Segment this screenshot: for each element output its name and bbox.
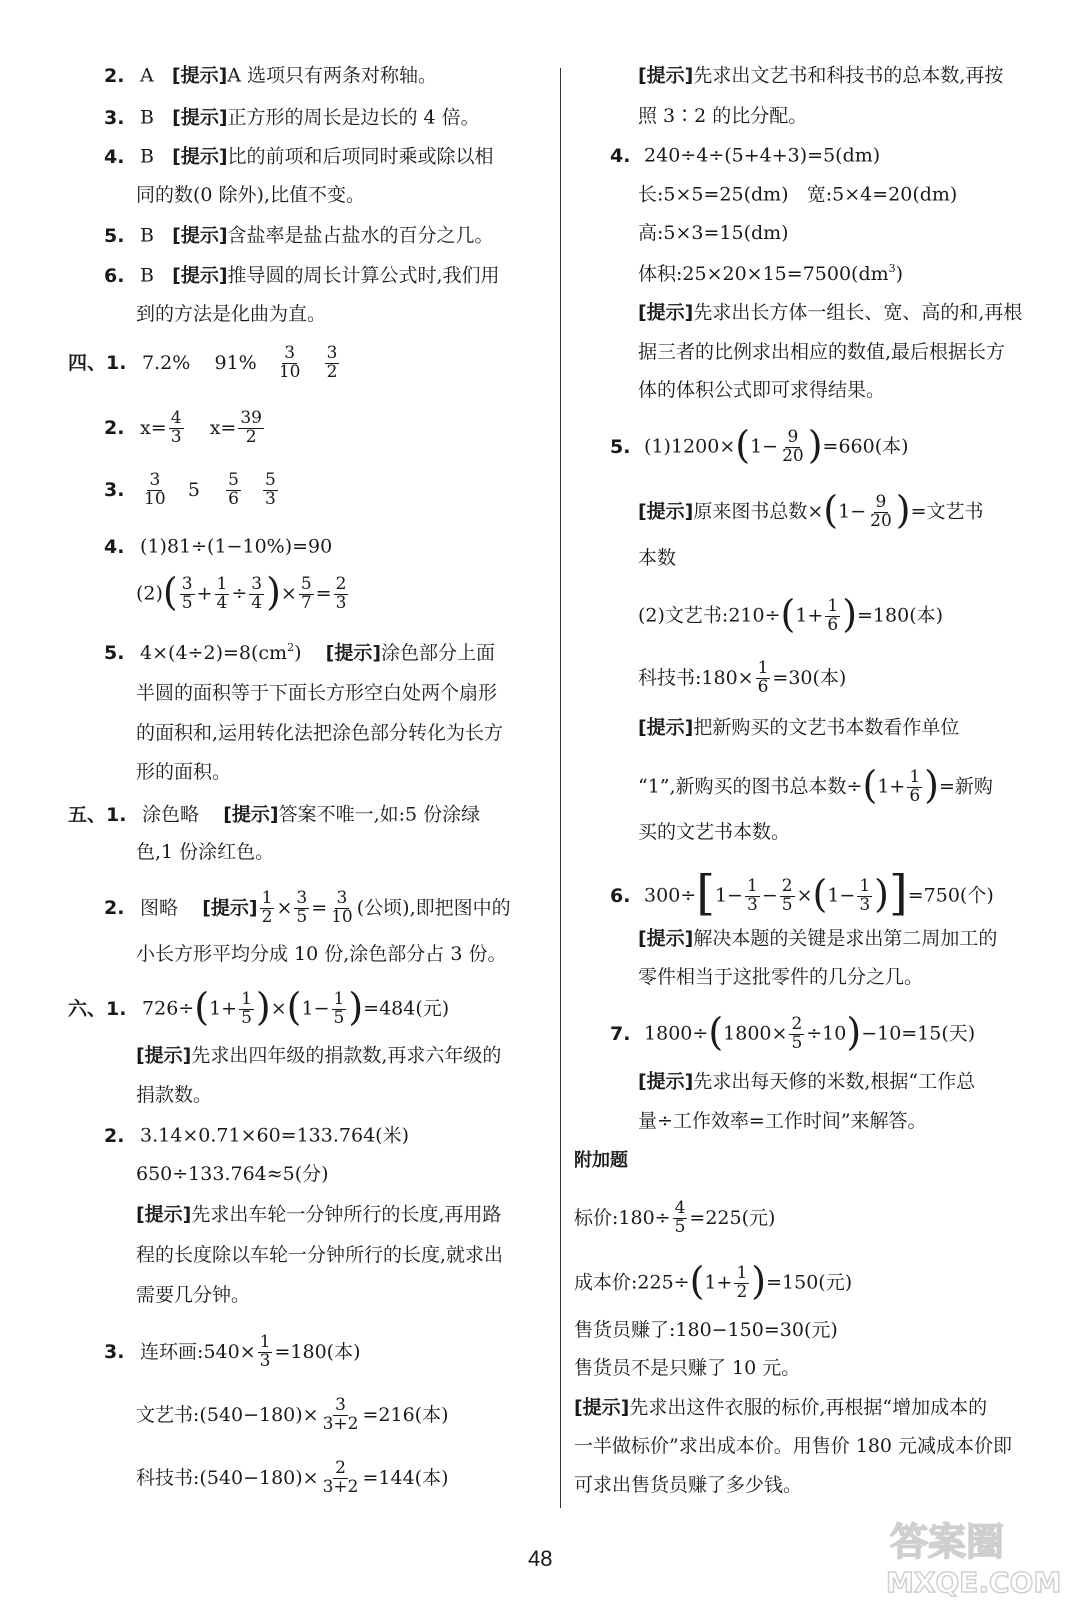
section-label: 四、1. [68,351,127,374]
hint-text: 答案不唯一,如:5 份涂绿 [278,803,481,826]
hint-text: 先求出文艺书和科技书的总本数,再按 [693,64,1004,87]
fraction: $\frac{4}{3}$ [170,408,182,447]
hint [638,718,959,738]
hint-text: “1”,新购买的图书总本数÷(1+ $\frac{1}{6}$ )=新购 [638,763,993,807]
answer-choice: B [140,224,155,247]
question-number: 7. [610,1022,631,1045]
equation: x= [140,416,167,439]
hint-text: (公顷),即把图中的 [356,896,511,919]
hint-text: 程的长度除以车轮一分钟所行的长度,就求出 [136,1244,504,1266]
hint-text: 比的前项和后项同时乘或除以相 [227,145,494,168]
svg-text:答案圈: 答案圈 [890,1520,1005,1564]
answer-6-3: 3. 连环画:540× $\frac{1}{3}$ =180(本) [104,1332,361,1371]
equation: 4×(4÷2)=8(cm [140,641,288,664]
equation: x= [209,416,237,439]
hint-label: [提示] [638,927,694,950]
question-number: 6. [610,884,631,907]
question-number: 5. [104,641,125,664]
conclusion-text: 售货员不是只赚了 10 元。 [574,1357,801,1379]
hint [574,1398,987,1418]
equation: 售货员赚了:180−150=30(元) [574,1319,838,1341]
hint-text: 捐款数。 [136,1084,213,1106]
equation: 240÷4÷(5+4+3)=5(dm) [644,144,881,167]
hint-text: 量÷工作效率=工作时间”来解答。 [638,1110,927,1132]
equation: (2)( $\frac{3}{5}$ + $\frac{1}{4}$ ÷ $\frac{3}{4}$ )× $\frac{5}{7}$ = $\frac{2}{3}$ [136,570,347,614]
hint [638,66,1003,86]
answer-6-4 [610,146,880,166]
hint-text: 本数 [638,547,677,569]
equation: (1)81÷(1−10%)=90 [140,535,333,558]
answer-3-2 [104,66,437,86]
hint-label: [提示] [223,803,279,826]
hint-text: =文艺书 [910,500,984,523]
hint [638,1072,975,1092]
answer-value: 图略 [140,896,179,919]
equation: 3.14×0.71×60=133.764(米) [140,1124,409,1147]
question-number: 2. [104,896,125,919]
svg-text:MXQE.COM: MXQE.COM [886,1566,1062,1598]
hint-text: 解决本题的关键是求出第二周加工的 [693,927,998,950]
question-number: 3. [104,106,125,129]
answer-choice: B [140,145,155,168]
equation: 成本价:225÷(1+ $\frac{1}{2}$ )=150(元) [574,1259,853,1303]
answer-value: 91% [214,351,257,374]
hint-label: [提示] [172,145,228,168]
answer-4-3 [104,472,280,509]
hint-label: [提示] [638,64,694,87]
hint-text: 含盐率是盐占盐水的百分之几。 [227,224,494,247]
fraction: $\frac{3}{2}$ [326,343,338,382]
hint-label: [提示] [638,716,694,739]
answer-4-2 [104,410,266,447]
answer-6-7: 7. 1800÷(1800× $\frac{2}{5}$ ÷10)−10=15(天) [610,1010,976,1054]
hint-label: [提示] [172,264,228,287]
answer-3-3 [104,108,480,128]
hint-text: 的面积和,运用转化法把涂色部分转化为长方 [136,722,504,744]
hint: [提示]原来图书总数×(1− $\frac{9}{20}$ )=文艺书 [638,488,984,532]
hint-text: 半圆的面积等于下面长方形空白处两个扇形 [136,682,498,704]
question-number: 4. [104,535,125,558]
answer-4-5: 5. $4\times(4\div 2)=8(cm^2)$ [提示]涂色部分上面 [104,641,496,664]
equation: 650÷133.764≈5(分) [136,1163,329,1185]
question-number: 3. [104,1340,125,1363]
question-number: 2. [104,64,125,87]
question-number: 4. [610,144,631,167]
answer-value: 涂色略 [142,803,200,826]
answer-4-1 [68,345,341,382]
hint [638,929,997,949]
hint-text: 零件相当于这批零件的几分之几。 [638,966,924,988]
hint-text: 涂色部分上面 [381,641,496,664]
answer-3-5 [104,226,494,246]
hint-text: 小长方形平均分成 10 份,涂色部分占 3 份。 [136,943,507,965]
hint [638,303,1022,323]
hint-label: [提示] [172,224,228,247]
fraction: $\frac{39}{2}$ [240,408,262,447]
answer-choice: B [140,106,155,129]
equation: 科技书:180× $\frac{1}{6}$ =30(本) [638,658,847,697]
question-number: 2. [104,1124,125,1147]
hint-label: [提示] [202,896,258,919]
fraction: $\frac{5}{6}$ [228,470,239,509]
question-number: 2. [104,416,125,439]
answer-choice: B [140,264,155,287]
question-number: 3. [104,478,125,501]
answer-value: 5 [187,478,200,501]
answer-6-2 [104,1126,409,1146]
hint-text: 到的方法是化曲为直。 [136,303,327,325]
section-label: 五、1. [68,803,127,826]
question-number: 5. [104,224,125,247]
hint-text: 先求出这件衣服的标价,再根据“增加成本的 [629,1396,988,1419]
answer-6-6: 6. 300÷[1− $\frac{1}{3}$ − $\frac{2}{5}$ ×(1− $\frac{1}{3}$ )]=750(个) [610,865,994,921]
hint-text: 把新购买的文艺书本数看作单位 [693,716,960,739]
hint-text: 需要几分钟。 [136,1284,251,1306]
hint-text: 推导圆的周长计算公式时,我们用 [227,264,500,287]
column-divider [560,68,561,1508]
hint-label: [提示] [171,64,228,87]
hint-label: [提示] [172,106,228,129]
answer-5-1 [68,805,480,825]
page-number: 48 [528,1546,553,1571]
answer-value: 7.2% [142,351,191,374]
question-number: 5. [610,435,631,458]
section-label: 六、1. [68,997,127,1020]
answer-3-4 [104,147,494,167]
equation: 长:5×5=25(dm) 宽:5×4=20(dm) [638,183,958,206]
hint-text: 据三者的比例求出相应的数值,最后根据长方 [638,341,1006,363]
answer-3-6 [104,266,500,286]
hint-text: 一半做标价”求出成本价。用售价 180 元减成本价即 [574,1435,1013,1457]
hint-text: 买的文艺书本数。 [638,821,791,843]
hint-text: 先求出车轮一分钟所行的长度,再用路 [191,1203,502,1226]
hint-label: [提示] [638,1070,694,1093]
answer-6-5: 5. (1)1200×(1− $\frac{9}{20}$ )=660(本) [610,423,909,467]
fraction: $\frac{5}{3}$ [265,470,276,509]
hint [136,1205,501,1225]
hint-text: A 选项只有两条对称轴。 [227,64,438,87]
hint-label: [提示] [574,1396,630,1419]
hint-text: 可求出售货员赚了多少钱。 [574,1474,803,1496]
site-watermark-logo [880,1510,1070,1598]
hint-text: 正方形的周长是边长的 4 倍。 [227,106,480,129]
hint-text: 形的面积。 [136,761,232,783]
hint-label: [提示] [638,500,694,523]
hint-text: 先求出四年级的捐款数,再求六年级的 [191,1044,502,1067]
question-number: 6. [104,264,125,287]
equation: 科技书:(540−180)× $\frac{2}{3+2}$ =144(本) [136,1458,449,1497]
hint-text: 原来图书总数× [693,500,824,523]
hint-text: 体的体积公式即可求得结果。 [638,379,886,401]
hint-text: 同的数(0 除外),比值不变。 [136,184,365,206]
hint-label: [提示] [325,641,382,664]
fraction: $\frac{3}{10}$ [144,470,166,509]
hint-label: [提示] [136,1044,192,1067]
equation: (2)文艺书:210÷(1+ $\frac{1}{6}$ )=180(本) [638,592,944,636]
answer-4-4 [104,537,332,557]
fraction: $\frac{3}{10}$ [278,343,301,382]
hint-text: 先求出长方体一组长、宽、高的和,再根 [693,301,1023,324]
hint [136,1046,501,1066]
bonus-section-title: 附加题 [574,1150,628,1171]
question-number: 4. [104,145,125,168]
hint-text: 色,1 份涂红色。 [136,841,275,863]
hint-label: [提示] [638,301,694,324]
equation: 标价:180÷ $\frac{4}{5}$ =225(元) [574,1198,776,1237]
hint-label: [提示] [136,1203,192,1226]
equation: 文艺书:(540−180)× $\frac{3}{3+2}$ =216(本) [136,1395,449,1434]
hint-text: 照 3∶2 的比分配。 [638,105,808,127]
equation: 高:5×3=15(dm) [638,222,789,244]
hint-text: 先求出每天修的米数,根据“工作总 [693,1070,976,1093]
answer-5-2: 2. 图略 [提示] $\frac{1}{2}$ × $\frac{3}{5}$ = $\frac{3}{10}$ (公顷),即把图中的 [104,888,511,927]
equation: 体积$:25\times 20\times 15=7500(dm^3)$ [638,262,904,285]
answer-6-1: 六、1. 726÷(1+ $\frac{1}{5}$ )×(1− $\frac{1}{5}$ )=484(元) [68,985,450,1029]
answer-choice: A [140,64,154,87]
